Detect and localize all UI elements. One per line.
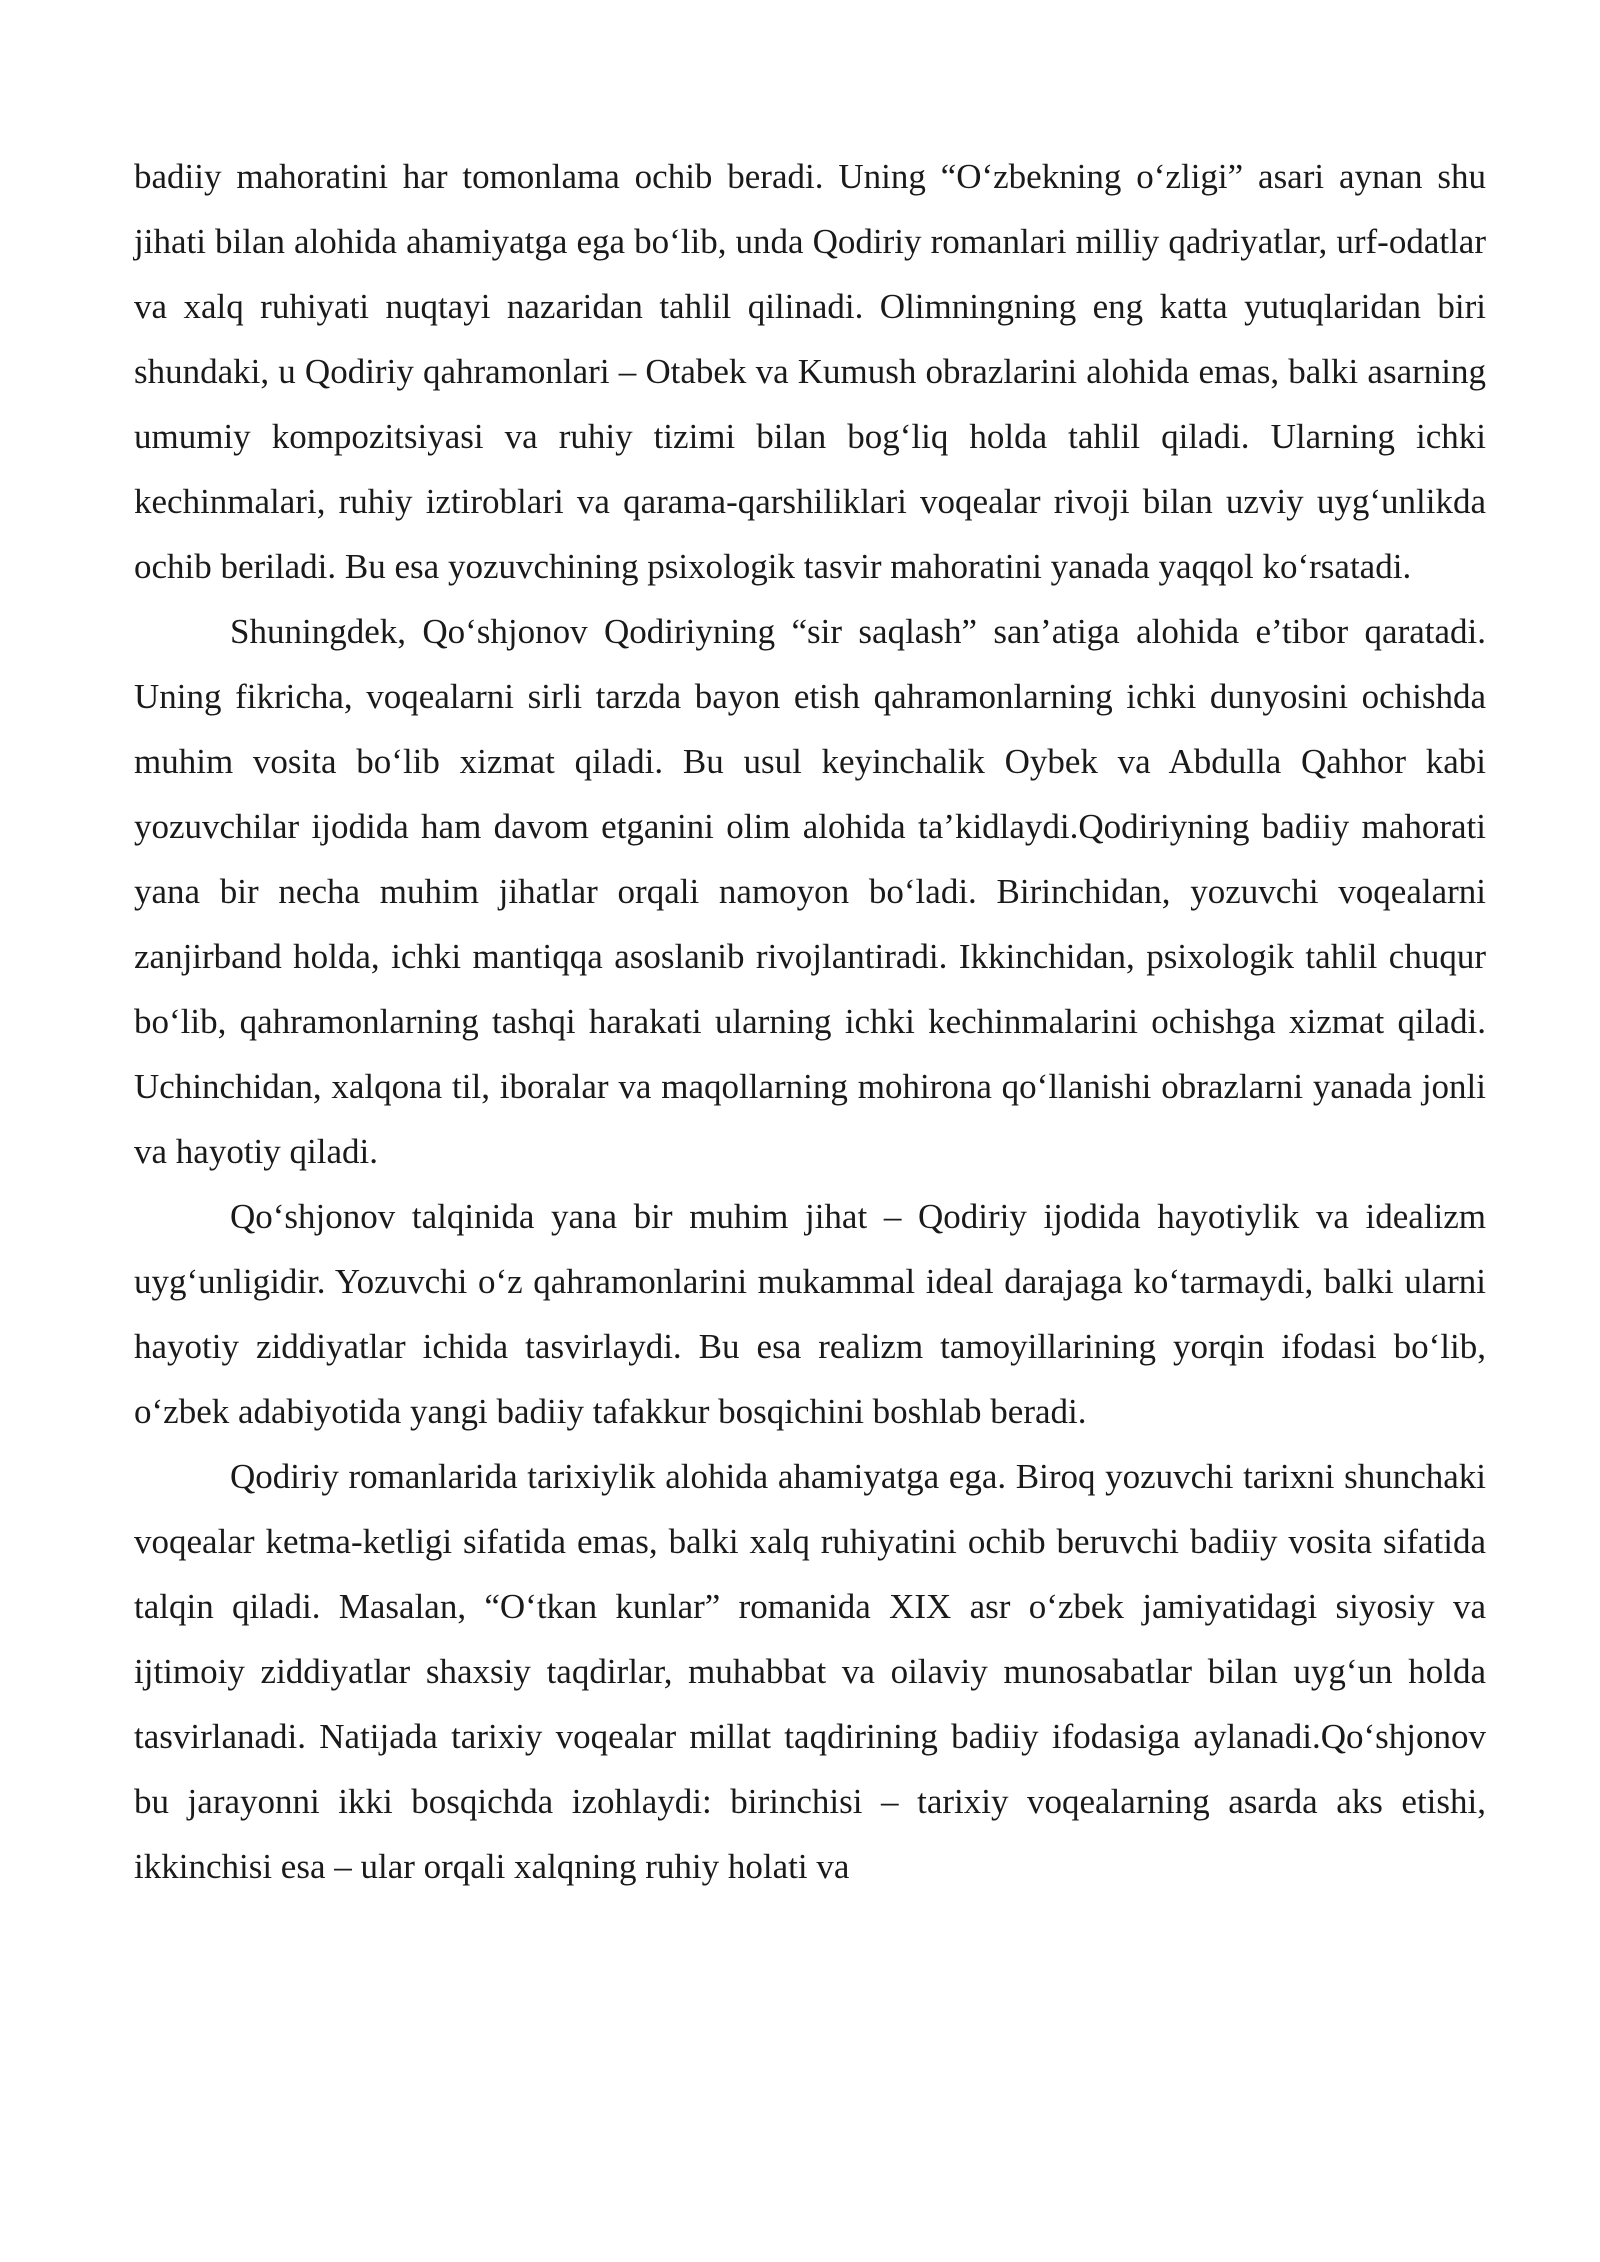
- paragraph-tarixiylik: Qodiriy romanlarida tarixiylik alohida ahamiyatga ega. Biroq yozuvchi tarixni shunchaki voqealar ketma-ketligi sifatida emas, balki xalq ruhiyatini ochib beruvchi badiiy vosita sifatida talqin qiladi. Masalan, “O‘tkan kunlar” romanida XIX asr o‘zbek jamiyatidagi siyosiy va ijtimoiy ziddiyatlar shaxsiy taqdirlar, muhabbat va oilaviy munosabatlar bilan uyg‘un holda tasvirlanadi. Natijada tarixiy voqealar millat taqdirining badiiy ifodasiga aylanadi.Qo‘shjonov bu jarayonni ikki bosqichda izohlaydi: birinchisi – tarixiy voqealarning asarda aks etishi, ikkinchisi esa – ular orqali xalqning ruhiy holati va: [134, 1457, 1486, 1886]
- paragraph-hayotiylik: Qo‘shjonov talqinida yana bir muhim jihat – Qodiriy ijodida hayotiylik va idealizm uyg‘unligidir. Yozuvchi o‘z qahramonlarini mukammal ideal darajaga ko‘tarmaydi, balki ularni hayotiy ziddiyatlar ichida tasvirlaydi. Bu esa realizm tamoyillarining yorqin ifodasi bo‘lib, o‘zbek adabiyotida yangi badiiy tafakkur bosqichini boshlab beradi.: [134, 1197, 1486, 1431]
- document-page: [134, 144, 1486, 1899]
- paragraph-continuation: badiiy mahoratini har tomonlama ochib beradi. Uning “O‘zbekning o‘zligi” asari aynan shu jihati bilan alohida ahamiyatga ega bo‘lib, unda Qodiriy romanlari milliy qadriyatlar, urf-odatlar va xalq ruhiyati nuqtayi nazaridan tahlil qilinadi. Olimningning eng katta yutuqlaridan biri shundaki, u Qodiriy qahramonlari – Otabek va Kumush obrazlarini alohida emas, balki asarning umumiy kompozitsiyasi va ruhiy tizimi bilan bog‘liq holda tahlil qiladi. Ularning ichki kechinmalari, ruhiy iztiroblari va qarama-qarshiliklari voqealar rivoji bilan uzviy uyg‘unlikda ochib beriladi. Bu esa yozuvchining psixologik tasvir mahoratini yanada yaqqol ko‘rsatadi.: [134, 157, 1486, 586]
- paragraph-sir-saqlash: Shuningdek, Qo‘shjonov Qodiriyning “sir saqlash” san’atiga alohida e’tibor qaratadi. Uning fikricha, voqealarni sirli tarzda bayon etish qahramonlarning ichki dunyosini ochishda muhim vosita bo‘lib xizmat qiladi. Bu usul keyinchalik Oybek va Abdulla Qahhor kabi yozuvchilar ijodida ham davom etganini olim alohida ta’kidlaydi.Qodiriyning badiiy mahorati yana bir necha muhim jihatlar orqali namoyon bo‘ladi. Birinchidan, yozuvchi voqealarni zanjirband holda, ichki mantiqqa asoslanib rivojlantiradi. Ikkinchidan, psixologik tahlil chuqur bo‘lib, qahramonlarning tashqi harakati ularning ichki kechinmalarini ochishga xizmat qiladi. Uchinchidan, xalqona til, iboralar va maqollarning mohirona qo‘llanishi obrazlarni yanada jonli va hayotiy qiladi.: [134, 612, 1486, 1171]
